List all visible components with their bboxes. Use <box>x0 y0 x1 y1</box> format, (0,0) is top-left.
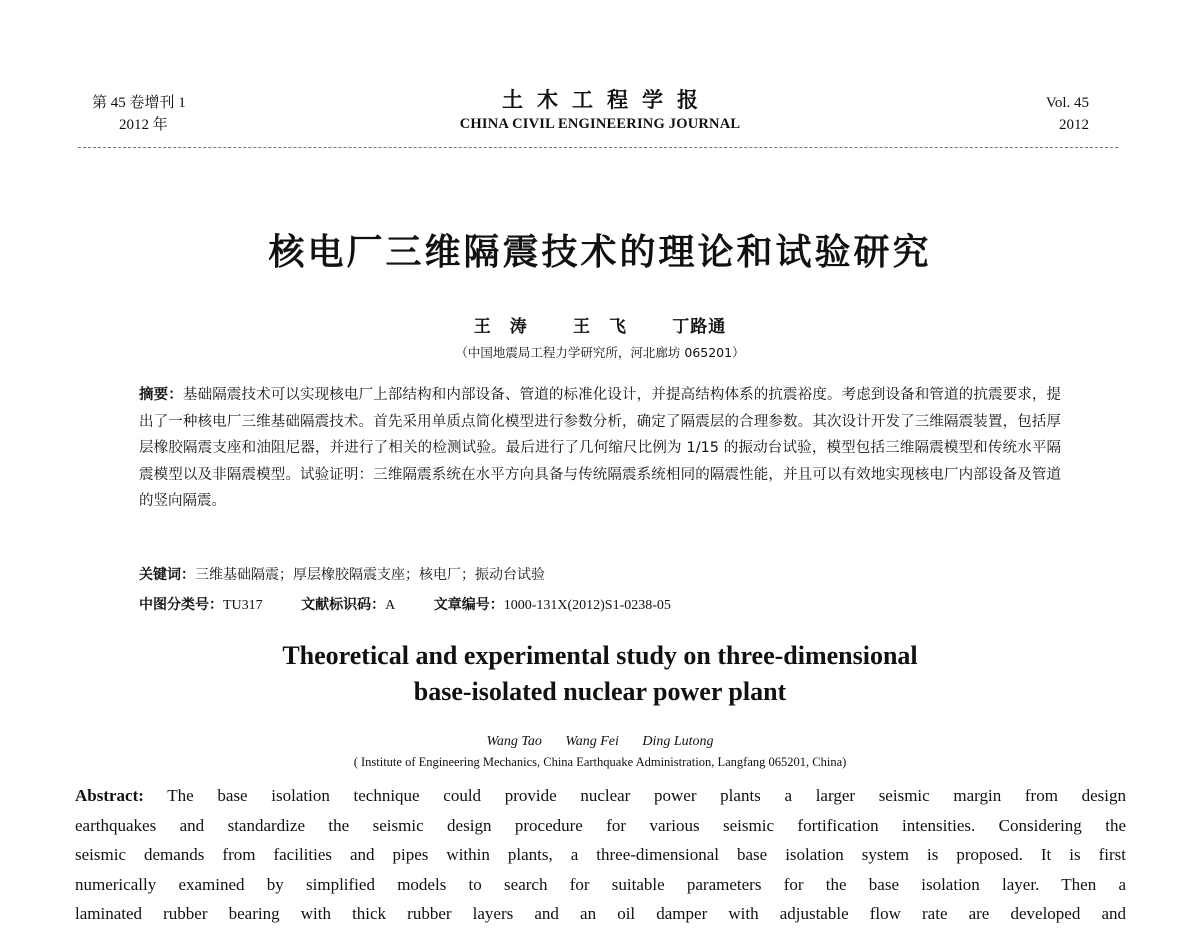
doc-code-value: A <box>385 598 396 613</box>
keywords-cn-text: 三维基础隔震；厚层橡胶隔震支座；核电厂；振动台试验 <box>195 567 545 583</box>
abstract-en-line: seismic demands from facilities and pipes within plants, a three-dimensional base isolation system is proposed. It is first <box>75 845 1126 864</box>
article-no-value: 1000-131X(2012)S1-0238-05 <box>503 598 671 613</box>
abstract-en-label: Abstract: <box>75 786 144 805</box>
journal-name-cn: 土木工程学报 <box>502 88 712 112</box>
abstract-cn <box>139 382 1061 515</box>
title-en-line: Theoretical and experimental study on three-dimensional <box>282 641 918 670</box>
authors-cn <box>0 312 1200 337</box>
article-title-en <box>0 638 1200 710</box>
abstract-en-line: Abstract: The base isolation technique could provide nuclear power plants a larger seismic margin from design <box>75 786 1126 805</box>
author-en: Wang Tao <box>486 734 542 749</box>
journal-name-en: CHINA CIVIL ENGINEERING JOURNAL <box>459 116 741 132</box>
clc-label: 中图分类号： <box>139 597 223 613</box>
abstract-en <box>75 781 1126 929</box>
affiliation-en: ( Institute of Engineering Mechanics, China Earthquake Administration, Langfang 065201, China) <box>353 755 847 769</box>
classification-line <box>139 594 671 617</box>
keywords-cn <box>139 564 545 586</box>
doc-code-label: 文献标识码： <box>301 597 386 613</box>
abstract-cn-label: 摘要： <box>139 387 183 403</box>
abstract-en-line: laminated rubber bearing with thick rubber layers and an oil damper with adjustable flow rate are developed and <box>75 904 1126 923</box>
header-divider <box>78 147 1118 148</box>
author-cn: 王 涛 <box>473 317 528 336</box>
article-no-label: 文章编号： <box>433 597 504 613</box>
header-year-cn: 2012 年 <box>119 117 168 133</box>
article-title-cn: 核电厂三维隔震技术的理论和试验研究 <box>268 232 932 273</box>
abstract-en-line: numerically examined by simplified models to search for suitable parameters for the base isolation layer. Then a <box>75 874 1126 894</box>
abstract-en-line: earthquakes and standardize the seismic design procedure for various seismic fortification intensities. Considering the <box>75 815 1126 835</box>
clc-value: TU317 <box>223 598 263 613</box>
author-cn: 丁路通 <box>672 317 727 336</box>
authors-en <box>0 734 1200 750</box>
author-en: Wang Fei <box>565 734 619 749</box>
header-volume-en: Vol. 45 <box>1045 95 1089 111</box>
header-year-en: 2012 <box>1059 117 1089 133</box>
affiliation-cn: （中国地震局工程力学研究所，河北廊坊 065201） <box>455 345 745 360</box>
author-en: Ding Lutong <box>642 734 714 749</box>
header-right <box>1046 92 1089 136</box>
header-volume-cn: 第 45 卷增刊 1 <box>92 95 186 111</box>
keywords-cn-label: 关键词： <box>139 567 195 583</box>
title-en-line: base-isolated nuclear power plant <box>413 677 787 706</box>
journal-header <box>0 86 1200 134</box>
abstract-cn-text: 基础隔震技术可以实现核电厂上部结构和内部设备、管道的标准化设计，并提高结构体系的抗震裕度。考虑到设备和管道的抗震要求，提出了一种核电厂三维基础隔震技术。首先采用单质点简化模型进行参数分析，确定了隔震层的合理参数。其次设计开发了三维隔震装置，包括厚层橡胶隔震支座和油阻尼器，并进行了相关的检测试验。最后进行了几何缩尺比例为 1/15 的振动台试验，模型包括三维隔震模型和传统水平隔震模型以及非隔震模型。试验证明：三维隔震系统在水平方向具备与传统隔震系统相同的隔震性能，并且可以有效地实现核电厂内部设备及管道的竖向隔震。 <box>139 387 1062 509</box>
author-cn: 王 飞 <box>573 317 627 336</box>
